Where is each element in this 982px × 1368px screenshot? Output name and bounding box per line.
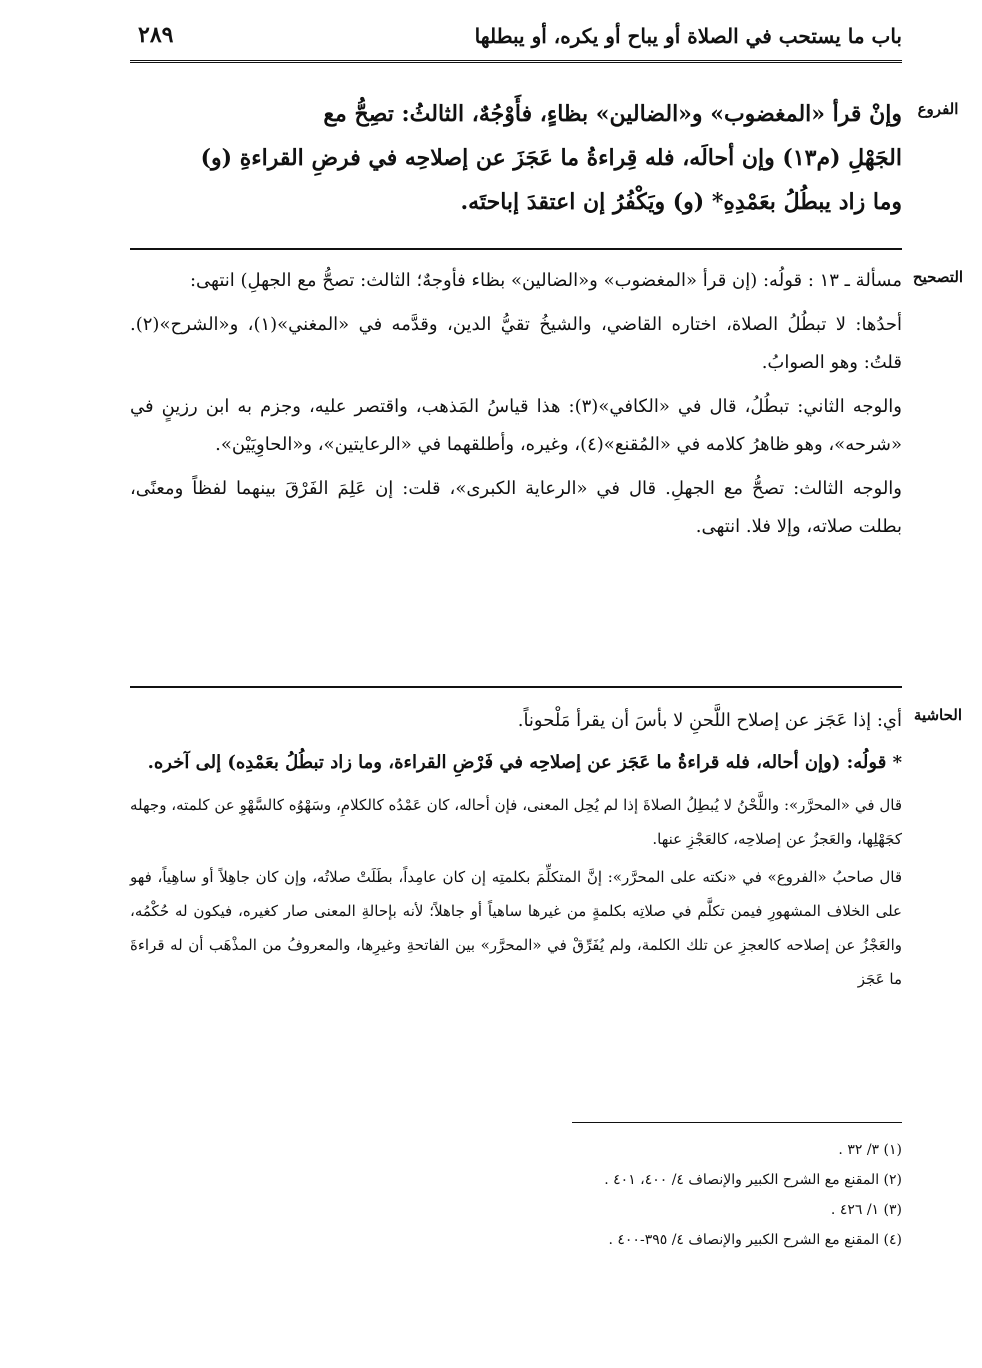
label-hashiya: الحاشية — [913, 706, 963, 724]
hashiya-paragraph: قال في «المحرَّر»: واللَّحْنُ لا يُبطِلُ الصلاةَ إذا لم يُحِل المعنى، فإن أحاله، كان عَمْدُه كالكلامِ، وسَهْوُه كالسَّهْوِ عن كلمته، وجهله كجَهْلِها، والعَجزُ عن إصلاحِه، كالعَجْزِ عنها. — [130, 796, 902, 848]
furu-line: وما زاد يبطُلُ بعَمْدِهِ* (و) ويَكْفُرُ إن اعتقدَ إباحتَه. — [460, 189, 902, 215]
hashiya-paragraph: * قولُه: (وإن أحاله، فله قراءةُ ما عَجَز عن إصلاحِه في فَرْضِ القراءة، وما زاد تبطُلُ بعَمْدِه) إلى آخره. — [147, 752, 902, 773]
tashih-paragraph: والوجه الثالث: تصحُّ مع الجهلِ. قال في «الرعاية الكبرى»، قلت: إن عَلِمَ الفَرْقَ بينهما لفظاً ومعنًى، بطلت صلاته، وإلا فلا. انتهى. — [130, 478, 902, 537]
furu-section — [130, 92, 902, 224]
page-number: ٢٨٩ — [138, 22, 174, 48]
hashiya-paragraph: أي: إذا عَجَز عن إصلاح اللَّحنِ لا بأسَ أن يقرأ مَلْحوناً. — [517, 710, 902, 731]
furu-line: وإنْ قرأ «المغضوب» و«الضالين» بظاءٍ، فأَوْجُهٌ، الثالثُ: تصِحُّ مع — [323, 101, 902, 127]
furu-line: الجَهْلِ (م١٣) وإن أحالَه، فله قِراءةُ ما عَجَزَ عن إصلاحِه في فرضِ القراءةِ (و) — [200, 145, 902, 171]
hashiya-paragraph: قال صاحبُ «الفروع» في «نكته على المحرَّر»: إنَّ المتكلِّمَ بكلمتِه إن كان عامِداً، بطَلَتْ صلاتُه، وإن كان جاهِلاً أو ساهِياً، فهو على الخلاف المشهورِ فيمن تكلَّم في صلاتِه بكلمةٍ من غيرها ساهياً أو جاهلاً؛ لأنه بإحالةِ المعنى صار كغيره، فيكون له حُكْمُه، والعَجْزُ عن إصلاحه كالعجزِ عن تلك الكلمة، ولم يُفَرِّقْ في «المحرَّر» بين الفاتحةِ وغيرِها، والمعروفُ من المذْهَب أن له قراءةَ ما عَجَز — [130, 868, 902, 988]
footnote: (١) ٣/ ٣٢ . — [838, 1142, 902, 1158]
footnote: (٢) المقنع مع الشرح الكبير والإنصاف ٤/ ٤٠٠، ٤٠١ . — [604, 1172, 902, 1188]
tashih-paragraph: أحدُها: لا تبطُلُ الصلاة، اختاره القاضي، والشيخُ تقيُّ الدين، وقدَّمه في «المغني»(١)، و«الشرح»(٢). قلتُ: وهو الصوابُ. — [130, 314, 902, 373]
furu-divider — [130, 248, 902, 250]
tashih-section — [130, 262, 902, 546]
tashih-paragraph: والوجه الثاني: تبطُلُ، قال في «الكافي»(٣): هذا قياسُ المَذهب، واقتصر عليه، وجزم به ابن رزينٍ في «شرحه»، وهو ظاهرُ كلامه في «المُقنع»(٤)، وغيره، وأطلقهما في «الرعايتين»، و«الحاوِيَيْن». — [130, 396, 902, 455]
tashih-divider — [130, 686, 902, 688]
label-tashih: التصحيح — [912, 268, 964, 286]
page-header — [130, 18, 902, 63]
footnote-divider — [572, 1122, 902, 1123]
label-furu: الفروع — [917, 100, 959, 118]
chapter-title: باب ما يستحب في الصلاة أو يباح أو يكره، أو يبطلها — [474, 24, 902, 48]
tashih-paragraph: مسألة ـ ١٣ : قولُه: (إن قرأ «المغضوب» و«الضالين» بظاء فأوجهٌ؛ الثالث: تصحُّ مع الجهلِ) انتهى: — [189, 270, 902, 291]
hashiya-section — [130, 702, 902, 996]
footnote: (٣) ١/ ٤٢٦ . — [830, 1202, 902, 1218]
footnotes — [130, 1135, 902, 1255]
footnote: (٤) المقنع مع الشرح الكبير والإنصاف ٤/ ٣٩٥-٤٠٠ . — [608, 1232, 902, 1248]
